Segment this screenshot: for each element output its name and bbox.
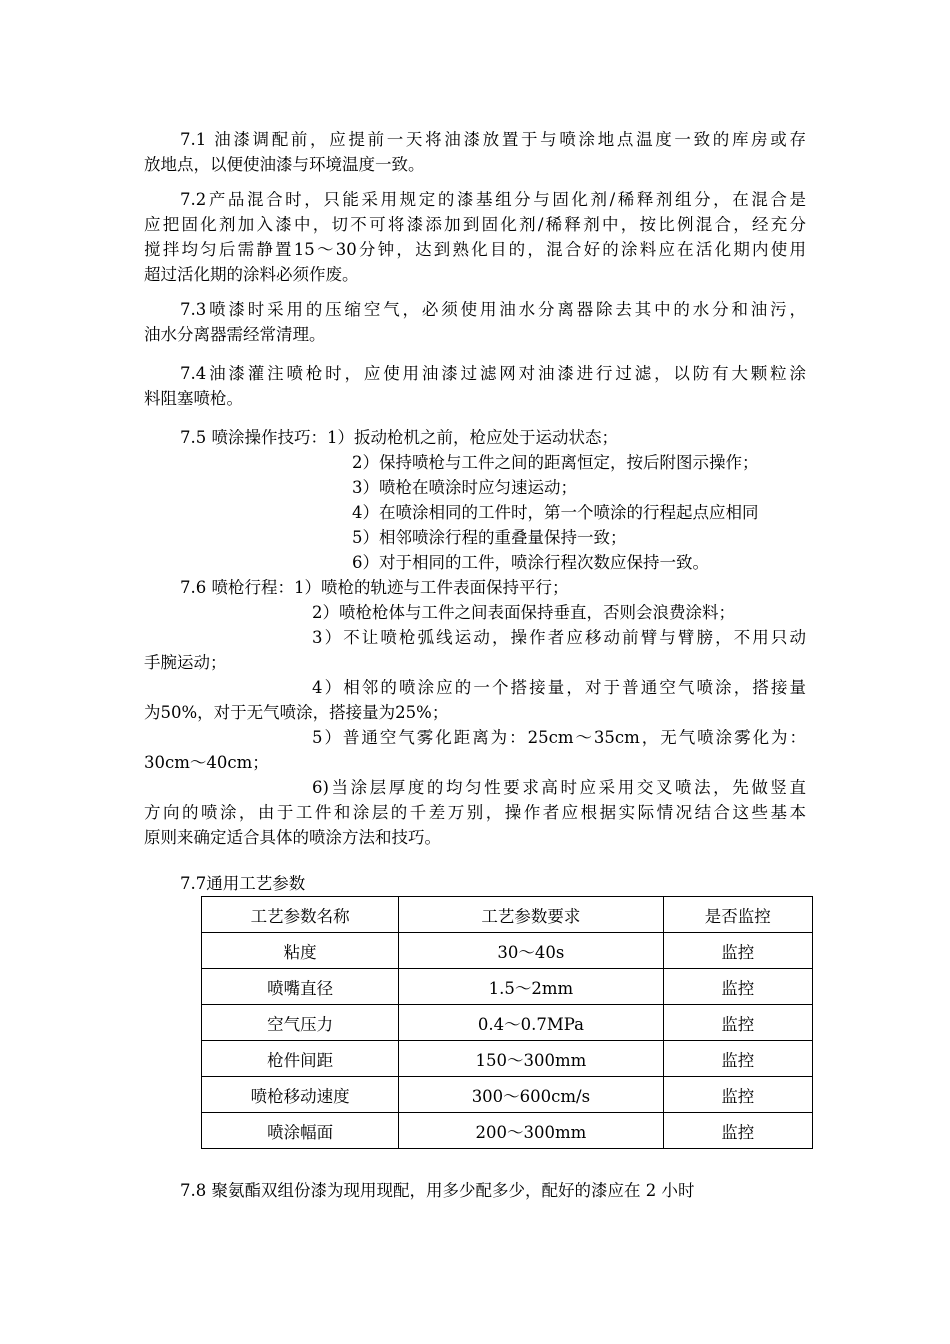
para-7-5-line-1: 7.5 喷涂操作技巧：1）扳动枪机之前，枪应处于运动状态； — [180, 428, 618, 447]
table-cell: 监控 — [663, 933, 812, 969]
table-cell: 监控 — [663, 1113, 812, 1149]
para-7-6-line-4: 手腕运动； — [144, 653, 227, 672]
table-cell: 1.5～2mm — [399, 969, 663, 1005]
para-7-6-line-8: 30cm～40cm； — [144, 753, 269, 772]
table-cell: 喷枪移动速度 — [202, 1077, 399, 1113]
para-7-6-line-7: 5）普通空气雾化距离为：25cm～35cm，无气喷涂雾化为： — [312, 728, 806, 747]
column-header: 工艺参数要求 — [399, 897, 663, 933]
table-cell: 200～300mm — [399, 1113, 663, 1149]
para-7-3-line-1: 7.3喷漆时采用的压缩空气，必须使用油水分离器除去其中的水分和油污， — [180, 300, 806, 319]
table-cell: 300～600cm/s — [399, 1077, 663, 1113]
para-7-6-line-11: 原则来确定适合具体的喷涂方法和技巧。 — [144, 828, 441, 847]
column-header: 是否监控 — [663, 897, 812, 933]
table-cell: 空气压力 — [202, 1005, 399, 1041]
para-7-2-line-2: 应把固化剂加入漆中，切不可将漆添加到固化剂/稀释剂中，按比例混合，经充分 — [144, 215, 806, 234]
para-7-8-line-1: 7.8 聚氨酯双组份漆为现用现配，用多少配多少，配好的漆应在 2 小时 — [180, 1181, 695, 1200]
para-7-5-line-3: 3）喷枪在喷涂时应匀速运动； — [352, 478, 577, 497]
table-header-row — [202, 897, 813, 933]
para-7-2-line-4: 超过活化期的涂料必须作废。 — [144, 265, 359, 284]
para-7-6-line-2: 2）喷枪枪体与工件之间表面保持垂直，否则会浪费涂料； — [312, 603, 735, 622]
para-7-1-line-1: 7.1 油漆调配前，应提前一天将油漆放置于与喷涂地点温度一致的库房或存 — [180, 130, 806, 149]
para-7-5-line-2: 2）保持喷枪与工件之间的距离恒定，按后附图示操作； — [352, 453, 759, 472]
table-cell: 喷涂幅面 — [202, 1113, 399, 1149]
column-header: 工艺参数名称 — [202, 897, 399, 933]
table-cell: 30～40s — [399, 933, 663, 969]
table-cell: 喷嘴直径 — [202, 969, 399, 1005]
para-7-6-line-10: 方向的喷涂，由于工件和涂层的千差万别，操作者应根据实际情况结合这些基本 — [144, 803, 806, 822]
para-7-6-line-3: 3）不让喷枪弧线运动，操作者应移动前臂与臂膀，不用只动 — [312, 628, 806, 647]
table-row — [202, 969, 813, 1005]
para-7-5-line-5: 5）相邻喷涂行程的重叠量保持一致； — [352, 528, 627, 547]
table-cell: 监控 — [663, 969, 812, 1005]
table-cell: 枪件间距 — [202, 1041, 399, 1077]
para-7-5-line-6: 6）对于相同的工件，喷涂行程次数应保持一致。 — [352, 553, 709, 572]
para-7-1-line-2: 放地点，以便使油漆与环境温度一致。 — [144, 155, 425, 174]
para-7-6-line-9: 6)当涂层厚度的均匀性要求高时应采用交叉喷法，先做竖直 — [312, 778, 806, 797]
para-7-4-line-2: 料阻塞喷枪。 — [144, 389, 243, 408]
table-row — [202, 1113, 813, 1149]
para-7-6-line-1: 7.6 喷枪行程：1）喷枪的轨迹与工件表面保持平行； — [180, 578, 569, 597]
process-parameters-table — [201, 896, 813, 1149]
para-7-3-line-2: 油水分离器需经常清理。 — [144, 325, 326, 344]
table-row — [202, 1005, 813, 1041]
para-7-2-line-1: 7.2产品混合时，只能采用规定的漆基组分与固化剂/稀释剂组分，在混合是 — [180, 190, 806, 209]
para-7-6-line-6: 为50%，对于无气喷涂，搭接量为25%； — [144, 703, 449, 722]
table-cell: 监控 — [663, 1041, 812, 1077]
table-cell: 监控 — [663, 1005, 812, 1041]
para-7-4-line-1: 7.4油漆灌注喷枪时，应使用油漆过滤网对油漆进行过滤，以防有大颗粒涂 — [180, 364, 806, 383]
para-7-6-line-5: 4）相邻的喷涂应的一个搭接量，对于普通空气喷涂，搭接量 — [312, 678, 806, 697]
table-row — [202, 1041, 813, 1077]
table-cell: 监控 — [663, 1077, 812, 1113]
para-7-5-line-4: 4）在喷涂相同的工件时，第一个喷涂的行程起点应相同 — [352, 503, 759, 522]
table-row — [202, 933, 813, 969]
table-caption: 7.7通用工艺参数 — [180, 874, 306, 893]
table-row — [202, 1077, 813, 1113]
para-7-2-line-3: 搅拌均匀后需静置15～30分钟，达到熟化目的，混合好的涂料应在活化期内使用 — [144, 240, 806, 259]
table-cell: 0.4～0.7MPa — [399, 1005, 663, 1041]
table-cell: 150～300mm — [399, 1041, 663, 1077]
table-cell: 粘度 — [202, 933, 399, 969]
